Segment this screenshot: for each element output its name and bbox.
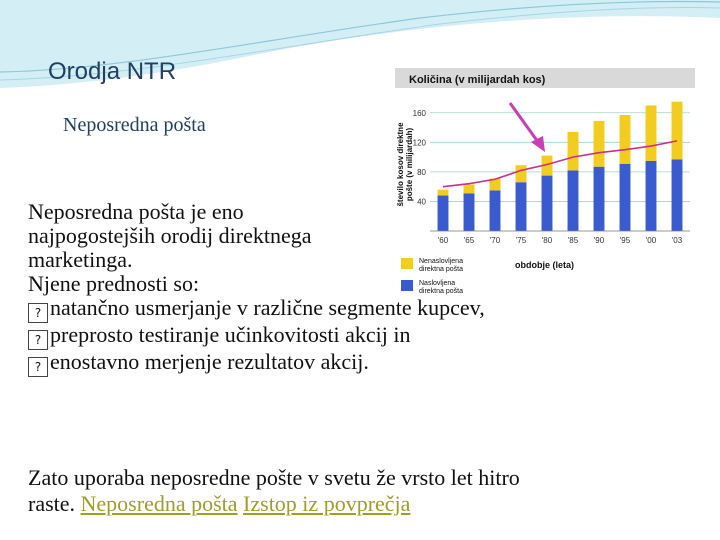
bullet-item bbox=[28, 296, 718, 323]
bullet-item bbox=[28, 323, 718, 350]
closing-prefix: raste. bbox=[28, 491, 76, 516]
intro-line: marketinga. bbox=[28, 247, 133, 272]
y-axis-label: število kosov direktne bbox=[396, 122, 405, 207]
x-tick-label: '75 bbox=[515, 236, 527, 245]
legend-label: Naslovljena bbox=[419, 280, 456, 287]
bar-unaddressed bbox=[438, 190, 449, 196]
bar-unaddressed bbox=[672, 102, 683, 160]
bar-unaddressed bbox=[516, 165, 527, 182]
missing-glyph-icon: ? bbox=[28, 303, 48, 323]
chart-title: Količina (v milijardah kos) bbox=[409, 74, 546, 86]
intro-line: najpogostejših orodij direktnega bbox=[28, 223, 312, 248]
arrow-head-icon bbox=[531, 136, 545, 152]
bar-unaddressed bbox=[646, 105, 657, 160]
x-tick-label: '95 bbox=[619, 236, 631, 245]
slide-title: Orodja NTR bbox=[48, 58, 177, 85]
annotation-arrow bbox=[510, 103, 538, 142]
y-tick-label: 160 bbox=[412, 108, 426, 118]
missing-glyph-icon: ? bbox=[28, 330, 48, 350]
bullet-text: enostavno merjenje rezultatov akcij. bbox=[50, 349, 369, 374]
legend-label: direktna pošta bbox=[419, 288, 463, 295]
body-text bbox=[28, 200, 718, 377]
bullet-item bbox=[28, 350, 718, 377]
x-tick-label: '70 bbox=[489, 236, 501, 245]
slide-subtitle: Neposredna pošta bbox=[63, 114, 206, 136]
x-tick-label: '80 bbox=[541, 236, 553, 245]
y-tick-label: 40 bbox=[417, 197, 426, 207]
y-axis-label: pošte (v milijardah) bbox=[405, 127, 414, 202]
x-tick-label: '60 bbox=[437, 236, 449, 245]
x-tick-label: '00 bbox=[645, 236, 657, 245]
closing-line: Zato uporaba neposredne pošte v svetu že vrsto let hitro bbox=[28, 465, 520, 490]
intro-line: Neposredna pošta je eno bbox=[28, 199, 244, 224]
link-neposredna-posta[interactable]: Neposredna pošta bbox=[80, 491, 238, 516]
closing-paragraph bbox=[28, 465, 708, 517]
advantages-heading: Njene prednosti so: bbox=[28, 271, 200, 296]
trend-line bbox=[443, 141, 677, 187]
legend-label: direktna pošta bbox=[419, 266, 463, 273]
missing-glyph-icon: ? bbox=[28, 357, 48, 377]
bullet-text: preprosto testiranje učinkovitosti akcij in bbox=[50, 322, 411, 347]
x-tick-label: '85 bbox=[567, 236, 579, 245]
bar-unaddressed bbox=[594, 121, 605, 167]
link-izstop-iz-povprecja[interactable]: Izstop iz povprečja bbox=[243, 491, 411, 516]
bullet-text: natančno usmerjanje v različne segmente kupcev, bbox=[50, 295, 485, 320]
x-axis-label: obdobje (leta) bbox=[515, 260, 574, 270]
x-tick-label: '65 bbox=[463, 236, 475, 245]
y-tick-label: 120 bbox=[412, 138, 426, 148]
x-tick-label: '03 bbox=[671, 236, 683, 245]
x-tick-label: '90 bbox=[593, 236, 605, 245]
y-tick-label: 80 bbox=[417, 167, 426, 177]
bar-unaddressed bbox=[464, 184, 475, 193]
bar-unaddressed bbox=[568, 132, 579, 170]
bar-unaddressed bbox=[620, 115, 631, 164]
legend-label: Nenaslovljena bbox=[419, 258, 463, 265]
